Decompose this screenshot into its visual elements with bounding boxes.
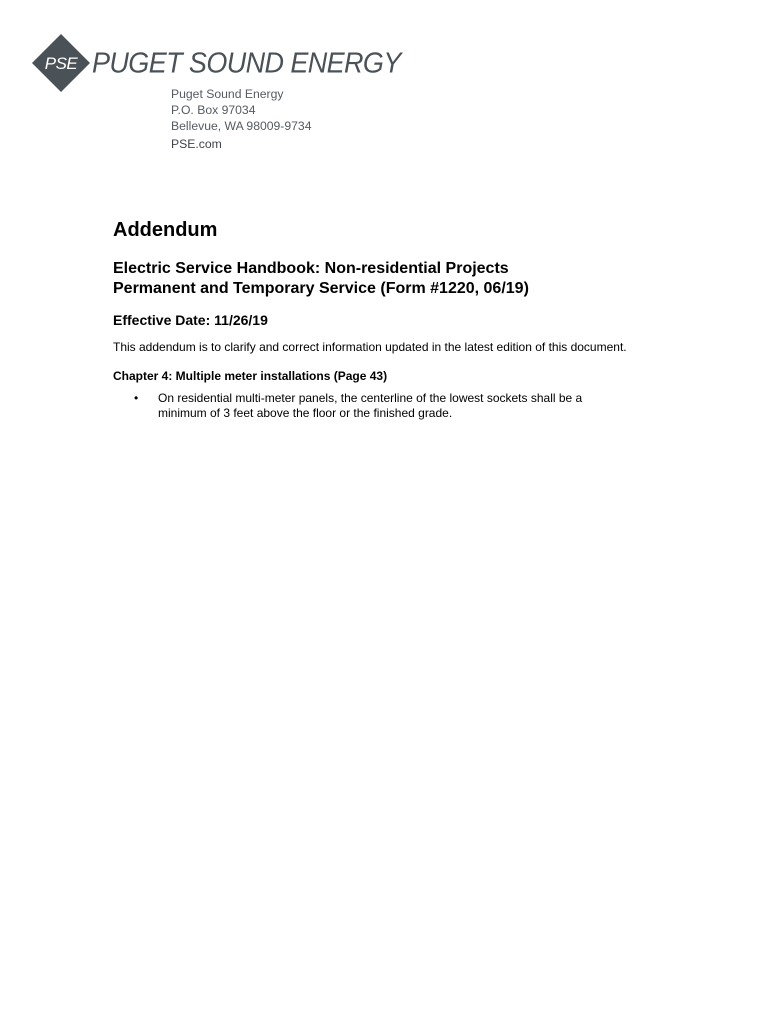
subtitle-line-2: Permanent and Temporary Service (Form #1220, 06/19) (113, 280, 529, 297)
address-line-po-box: P.O. Box 97034 (171, 102, 256, 117)
company-wordmark: PUGET SOUND ENERGY (92, 46, 401, 79)
logo-mark-text: PSE (44, 54, 78, 73)
subtitle-line-1: Electric Service Handbook: Non-residential Projects (113, 260, 509, 277)
effective-date: Effective Date: 11/26/19 (113, 312, 268, 328)
address-line-city: Bellevue, WA 98009-9734 (171, 118, 312, 133)
bullet-list (113, 391, 673, 421)
list-item (113, 391, 628, 421)
website-link[interactable]: PSE.com (171, 137, 222, 152)
bullet-text: On residential multi-meter panels, the centerline of the lowest sockets shall be a minimum of 3 feet above the floor or the finished grade. (158, 391, 583, 420)
intro-paragraph: This addendum is to clarify and correct information updated in the latest edition of this document. (113, 340, 627, 354)
bullet-icon: • (134, 391, 139, 405)
document-subtitle (113, 259, 673, 299)
company-address (171, 87, 311, 153)
company-logo (32, 34, 401, 92)
address-line-company: Puget Sound Energy (171, 87, 284, 101)
document-body (113, 218, 673, 421)
document-title: Addendum (113, 219, 218, 241)
chapter-heading: Chapter 4: Multiple meter installations (Page 43) (113, 369, 388, 383)
pse-diamond-logo-icon (32, 34, 90, 92)
